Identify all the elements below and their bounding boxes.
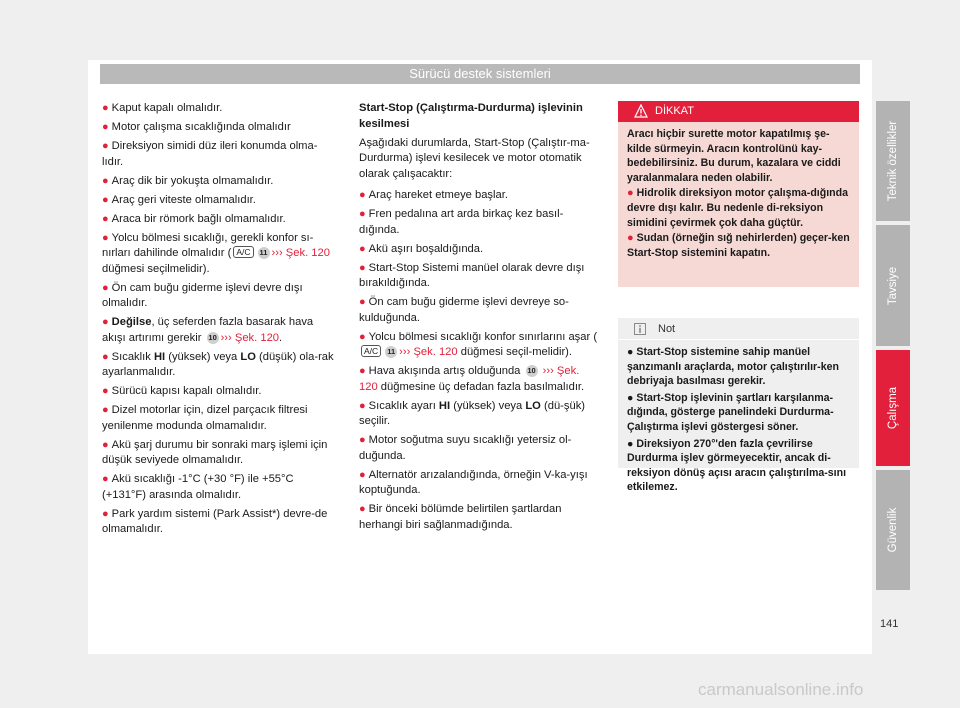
bullet-icon: ● — [359, 189, 366, 201]
list-item: ● Sıcaklık HI (yüksek) veya LO (düşük) ola-rak ayarlanmalıdır. — [102, 350, 334, 378]
list-item: ● Kaput kapalı olmalıdır. — [102, 102, 223, 114]
section-heading: Start-Stop (Çalıştırma-Durdurma) işlevinin kesilmesi — [359, 102, 583, 130]
callout-number: 11 — [385, 346, 397, 358]
bullet-icon: ● — [102, 140, 109, 152]
bullet-icon: ● — [102, 281, 109, 294]
list-item: ● Akü şarj durumu bir sonraki marş işlemi için düşük seviyede olmamalıdır. — [102, 438, 328, 466]
bullet-icon: ● — [359, 296, 366, 308]
bullet-icon: ● — [102, 473, 109, 485]
bullet-icon: ● — [359, 261, 366, 274]
list-item: ● Ön cam buğu giderme işlevi devre dışı olmalıdır. — [102, 281, 303, 309]
note-box — [618, 318, 859, 494]
list-item: ● Bir önceki bölümde belirtilen şartlardan herhangi biri sağlanmadığında. — [359, 503, 562, 531]
list-item: ● Fren pedalına art arda birkaç kez basıl-dığında. — [359, 208, 564, 236]
intro-paragraph: Aşağıdaki durumlarda, Start-Stop (Çalıştır-ma-Durdurma) işlevi kesilecek ve motor otomatik olarak çalışacaktır: — [359, 136, 590, 180]
figure-reference-link[interactable]: ››› Şek. 120 — [271, 247, 330, 259]
list-item: ● Start-Stop işlevinin şartları karşılanma-dığında, gösterge panelindeki Durdurma-Çalıştırma işlevi göstergesi söner. — [627, 391, 834, 433]
bullet-icon: ● — [102, 102, 109, 114]
bullet-icon: ● — [359, 365, 366, 377]
callout-number: 10 — [208, 332, 217, 342]
figure-reference-link[interactable]: ››› Şek. 120 — [220, 331, 280, 344]
bullet-icon: ● — [102, 385, 109, 397]
bullet-icon: ● — [359, 503, 366, 515]
warning-body — [618, 122, 859, 260]
bullet-icon: ● — [627, 391, 634, 404]
bullet-icon: ● — [627, 187, 634, 200]
tab-teknik-ozellikler[interactable]: Teknik özellikler — [876, 101, 910, 221]
list-item: ● Akü sıcaklığı -1°C (+30 °F) ile +55°C (+131°F) arasında olmalıdır. — [102, 473, 294, 501]
bullet-icon: ● — [102, 193, 109, 206]
list-item: ● Hidrolik direksiyon motor çalışma-dığında devre dışı kalır. Bu nedenle di-reksiyon simidini çevirmek çok daha güçtür. — [627, 187, 848, 229]
note-header — [618, 318, 859, 340]
list-item: ● Sıcaklık ayarı HI (yüksek) veya LO (dü-şük) seçilir. — [359, 399, 586, 427]
list-item: ● Araca bir römork bağlı olmamalıdır. — [102, 212, 286, 225]
bullet-icon: ● — [359, 399, 366, 412]
bullet-icon: ● — [359, 242, 366, 255]
tab-tavsiye[interactable]: Tavsiye — [876, 225, 910, 346]
bullet-icon: ● — [359, 434, 366, 446]
page-title: Sürücü destek sistemleri — [409, 66, 551, 81]
list-item: ● Araç geri viteste olmamalıdır. — [102, 193, 256, 206]
list-item: ● Sudan (örneğin sığ nehirlerden) geçer-ken Start-Stop sistemini kapatın. — [627, 232, 850, 259]
bullet-icon: ● — [102, 231, 109, 244]
bullet-icon: ● — [102, 507, 109, 520]
column-1 — [102, 101, 338, 541]
info-icon — [634, 323, 646, 335]
bullet-icon: ● — [102, 212, 109, 225]
warning-triangle-icon — [634, 104, 648, 118]
tab-guvenlik[interactable]: Güvenlik — [876, 470, 910, 590]
bullet-icon: ● — [102, 404, 109, 416]
tab-calisma[interactable]: Çalışma — [876, 350, 910, 466]
bullet-icon: ● — [627, 232, 634, 245]
ac-key-symbol: A/C — [233, 246, 253, 258]
list-item: ● Hava akışında artış olduğunda 10 ››› Şek. 120 düğmesine üç defadan fazla basılmalıdır. — [359, 365, 585, 393]
bullet-icon: ● — [359, 208, 366, 220]
page-number: 141 — [880, 618, 899, 630]
list-item: ● Park yardım sistemi (Park Assist*) devre-de olmamalıdır. — [102, 507, 328, 535]
list-item: ● Yolcu bölmesi sıcaklığı, gerekli konfor sı-nırları dahilinde olmalıdır ( A/C 11 ››› Şek. 120 düğmesi seçilmelidir). — [102, 231, 330, 275]
figure-reference-link[interactable]: ››› Şek. 120 — [359, 365, 580, 393]
list-item: ● Sürücü kapısı kapalı olmalıdır. — [102, 385, 262, 397]
callout-number: 11 — [258, 247, 270, 259]
list-item: ● Akü aşırı boşaldığında. — [359, 242, 484, 255]
bullet-icon: ● — [102, 316, 109, 328]
watermark: carmanualsonline.info — [698, 680, 864, 699]
bullet-icon: ● — [627, 346, 634, 358]
warning-box — [618, 101, 859, 287]
list-item: ● Yolcu bölmesi sıcaklığı konfor sınırlarını aşar (A/C 11 ››› Şek. 120 düğmesi seçil-melidir). — [359, 330, 598, 358]
column-2 — [359, 101, 599, 537]
bullet-icon: ● — [359, 468, 366, 481]
ac-key-symbol: A/C — [361, 345, 381, 357]
warning-title: DİKKAT — [655, 105, 694, 117]
bullet-icon: ● — [102, 121, 109, 133]
list-item: ● Ön cam buğu giderme işlevi devreye so-kulduğunda. — [359, 296, 569, 324]
list-item: ● Direksiyon simidi düz ileri konumda olma-lıdır. — [102, 140, 318, 168]
figure-reference-link[interactable]: ››› Şek. 120 — [399, 346, 458, 358]
warning-header — [618, 101, 859, 122]
list-item: ● Dizel motorlar için, dizel parçacık filtresi yenilenme modunda olmamalıdır. — [102, 404, 308, 432]
list-item: ● Değilse, üç seferden fazla basarak hava akışı artırımı gerekir 10 ››› Şek. 120. — [102, 316, 314, 344]
warning-paragraph: Aracı hiçbir surette motor kapatılmış şe-kilde sürmeyin. Aracın kontrolünü kay-bedebilirsiniz. Bu durum, kazalara ve ciddi yaralanmalara neden olabilir. — [627, 128, 841, 184]
bullet-icon: ● — [627, 437, 634, 450]
bullet-icon: ● — [102, 350, 109, 363]
list-item: ● Alternatör arızalandığında, örneğin V-ka-yışı koptuğunda. — [359, 468, 588, 496]
note-body — [618, 340, 859, 495]
bullet-icon: ● — [102, 438, 109, 451]
list-item: ● Araç hareket etmeye başlar. — [359, 189, 508, 201]
note-title: Not — [658, 323, 676, 335]
list-item: ● Start-Stop Sistemi manüel olarak devre dışı bırakıldığında. — [359, 261, 585, 289]
list-item: ● Motor çalışma sıcaklığında olmalıdır — [102, 121, 291, 133]
list-item: ● Direksiyon 270°'den fazla çevrilirse Durdurma işlev görmeyecektir, ancak di-reksiyon dönüş açısı aracın çalıştırılma-sını etkilemez. — [627, 437, 847, 494]
callout-number: 10 — [527, 366, 536, 375]
bullet-icon: ● — [102, 174, 109, 187]
bullet-icon: ● — [359, 330, 366, 343]
list-item: ● Motor soğutma suyu sıcaklığı yetersiz ol-duğunda. — [359, 434, 572, 462]
list-item: ● Araç dik bir yokuşta olmamalıdır. — [102, 174, 274, 187]
list-item: ● Start-Stop sistemine sahip manüel şanzımanlı araçlarda, motor çalıştırılır-ken debriyaja basılması gerekir. — [627, 346, 839, 388]
